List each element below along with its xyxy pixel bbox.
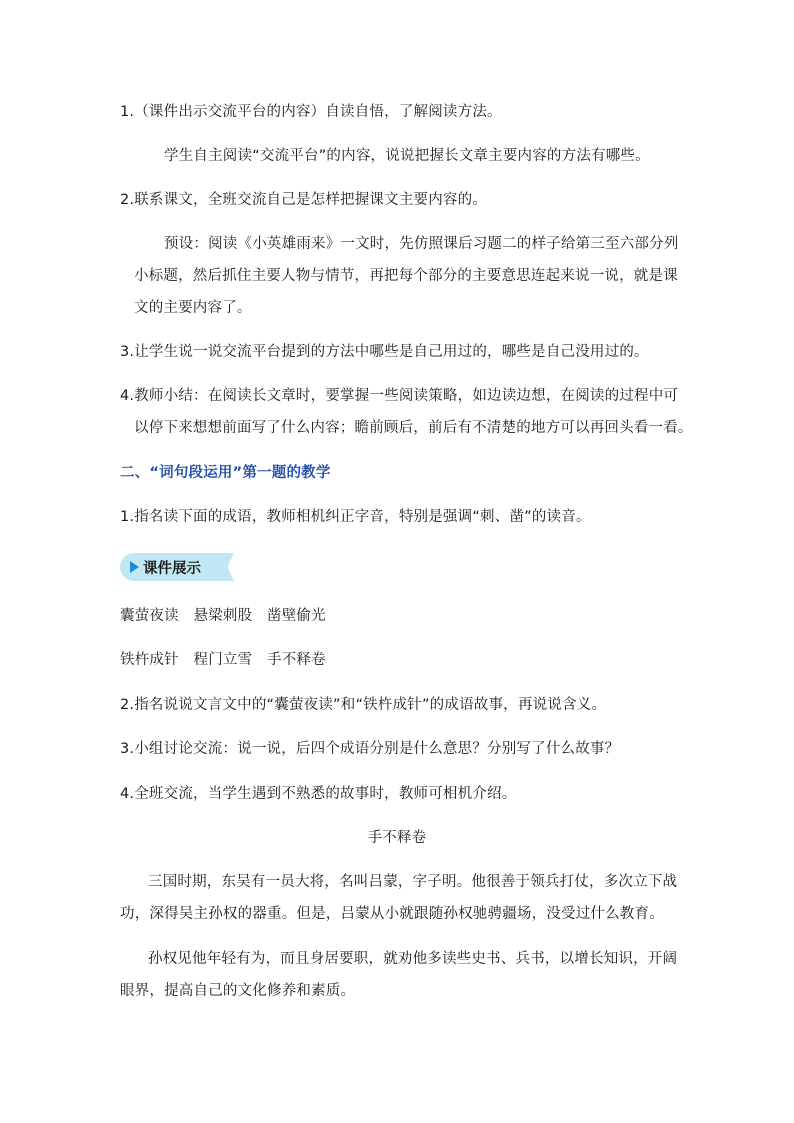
step-3-text: 3.让学生说一说交流平台提到的方法中哪些是自己用过的，哪些是自己没用过的。: [120, 344, 649, 360]
step-3-group-discussion: 3.小组讨论交流：说一说，后四个成语分别是什么意思？分别写了什么故事？: [120, 741, 620, 757]
story-paragraph-2-line-2: 眼界，提高自己的文化修养和素质。: [120, 983, 356, 999]
story-paragraph-1-line-1: 三国时期，东吴有一员大将，名叫吕蒙，字子明。他很善于领兵打仗，多次立下战: [148, 874, 678, 890]
story-paragraph-1-line-2: 功，深得吴主孙权的器重。但是，吕蒙从小就跟随孙权驰骋疆场，没受过什么教育。: [120, 906, 664, 922]
idioms-row-1: 囊萤夜读 悬梁刺股 凿壁偷光: [120, 608, 326, 624]
step-4-line-2: 以停下来想想前面写了什么内容；瞻前顾后，前后有不清楚的地方可以再回头看一看。: [134, 420, 693, 436]
story-title: 手不释卷: [367, 830, 427, 846]
step-2-text: 2.联系课文，全班交流自己是怎样把握课文主要内容的。: [120, 192, 488, 208]
badge-label: 课件展示: [143, 560, 201, 577]
step-1-text: 1.（课件出示交流平台的内容）自读自悟，了解阅读方法。: [120, 104, 502, 120]
play-triangle-icon: [130, 561, 139, 573]
section-heading: 二、“词句段运用”第一题的教学: [120, 465, 331, 481]
story-paragraph-2-line-1: 孙权见他年轻有为，而且身居要职，就劝他多读些史书、兵书，以增长知识，开阔: [148, 951, 678, 967]
preset-line-3: 文的主要内容了。: [134, 300, 252, 316]
step-1-detail: 学生自主阅读“交流平台”的内容，说说把握长文章主要内容的方法有哪些。: [164, 148, 650, 164]
courseware-display-badge: [120, 553, 228, 581]
idioms-row-2: 铁杵成针 程门立雪 手不释卷: [120, 652, 326, 668]
idiom-reading-instruction: 1.指名读下面的成语，教师相机纠正字音，特别是强调“刺、凿”的读音。: [120, 509, 591, 525]
preset-line-1: 预设：阅读《小英雄雨来》一文时，先仿照课后习题二的样子给第三至六部分列: [164, 236, 679, 252]
preset-line-2: 小标题，然后抓住主要人物与情节，再把每个部分的主要意思连起来说一说，就是课: [134, 268, 678, 284]
step-4-class-sharing: 4.全班交流，当学生遇到不熟悉的故事时，教师可相机介绍。: [120, 786, 517, 802]
badge-notch-decoration: [222, 553, 234, 581]
step-4-line-1: 4.教师小结：在阅读长文章时，要掌握一些阅读策略，如边读边想，在阅读的过程中可: [120, 388, 679, 404]
step-2-idiom-story: 2.指名说说文言文中的“囊萤夜读”和“铁杵成针”的成语故事，再说说含义。: [120, 697, 607, 713]
